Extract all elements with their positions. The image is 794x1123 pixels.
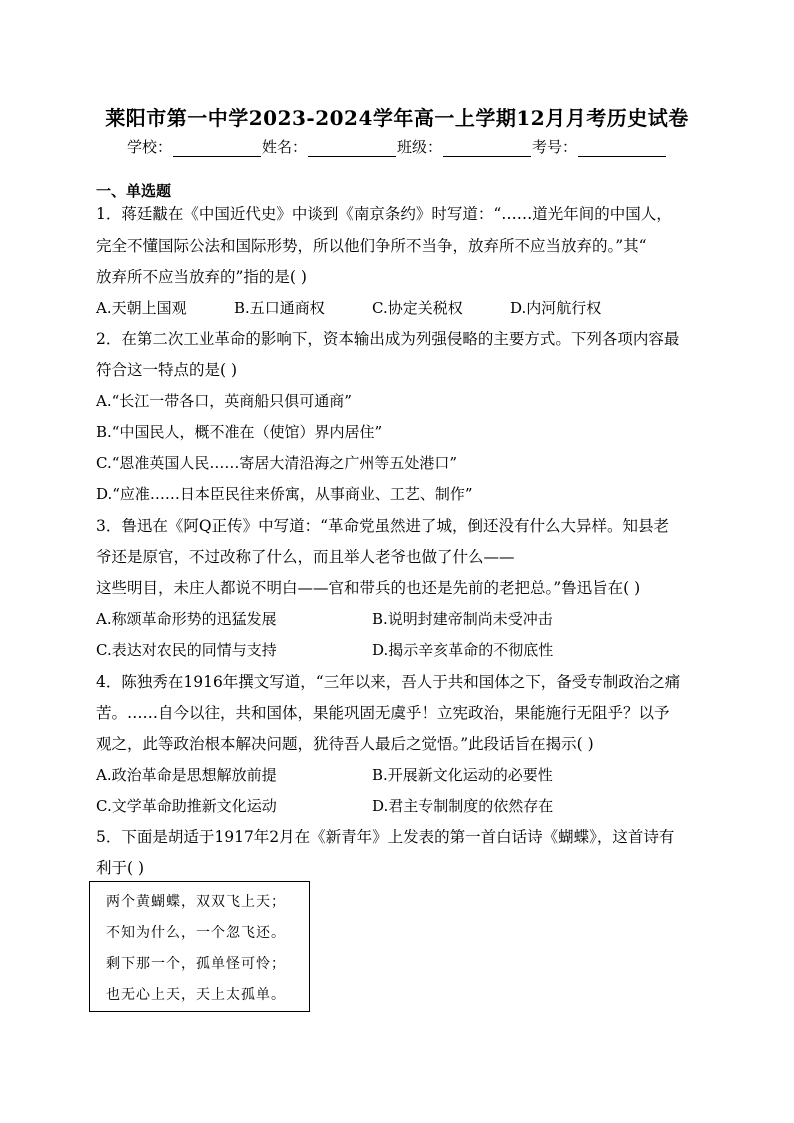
number-blank[interactable] [578, 142, 666, 157]
q2-option-d[interactable]: D.“应准……日本臣民往来侨寓，从事商业、工艺、制作” [96, 485, 473, 503]
q3-option-a[interactable]: A.称颂革命形势的迅猛发展 [96, 610, 277, 628]
q2-option-a[interactable]: A.“长江一带各口，英商船只俱可通商” [96, 392, 352, 410]
q4-line-2: 苦。……自今以往，共和国体，果能巩固无虞乎！立宪政治，果能施行无阻乎？以予 [96, 704, 670, 722]
q5-line-1: 5．下面是胡适于1917年2月在《新青年》上发表的第一首白话诗《蝴蝶》，这首诗有 [96, 828, 675, 846]
q3-option-c[interactable]: C.表达对农民的同情与支持 [96, 641, 277, 659]
q4-line-3: 观之，此等政治根本解决问题，犹待吾人最后之觉悟。”此段话旨在揭示( ) [96, 735, 594, 753]
q1-line-2: 完全不懂国际公法和国际形势，所以他们争所不当争，放弃所不应当放弃的。”其“ [96, 237, 647, 255]
q4-option-a[interactable]: A.政治革命是思想解放前提 [96, 766, 277, 784]
q3-line-3: 这些明目，未庄人都说不明白——官和带兵的也还是先前的老把总。”鲁迅旨在( ) [96, 579, 641, 597]
class-blank[interactable] [443, 142, 531, 157]
name-blank[interactable] [308, 142, 396, 157]
student-info-row [0, 136, 794, 157]
q2-line-2: 符合这一特点的是( ) [96, 361, 238, 379]
q1-option-d[interactable]: D.内河航行权 [510, 299, 602, 317]
q2-line-1: 2．在第二次工业革命的影响下，资本输出成为列强侵略的主要方式。下列各项内容最 [96, 330, 680, 348]
number-label: 考号： [532, 138, 578, 156]
poem-box [89, 881, 310, 1012]
q1-option-a[interactable]: A.天朝上国观 [96, 299, 187, 317]
school-blank[interactable] [173, 142, 261, 157]
q3-line-1: 3．鲁迅在《阿Q正传》中写道：“革命党虽然进了城，倒还没有什么大异样。知县老 [96, 517, 669, 535]
class-label: 班级： [397, 138, 443, 156]
poem-line-4: 也无心上天，天上太孤单。 [106, 987, 286, 1003]
poem-line-1: 两个黄蝴蝶，双双飞上天； [106, 894, 286, 910]
q4-option-b[interactable]: B.开展新文化运动的必要性 [372, 766, 553, 784]
exam-title: 莱阳市第一中学2023-2024学年高一上学期12月月考历史试卷 [105, 106, 689, 130]
q1-line-3: 放弃所不应当放弃的”指的是( ) [96, 268, 307, 286]
q1-option-b[interactable]: B.五口通商权 [234, 299, 325, 317]
poem-line-2: 不知为什么，一个忽飞还。 [106, 925, 286, 941]
school-label: 学校： [126, 138, 172, 156]
q4-option-d[interactable]: D.君主专制制度的依然存在 [372, 797, 554, 815]
q2-option-b[interactable]: B.“中国民人，概不准在（使馆）界内居住” [96, 423, 383, 441]
q3-line-2: 爷还是原官，不过改称了什么，而且举人老爷也做了什么—— [96, 548, 515, 566]
name-label: 姓名： [261, 138, 307, 156]
q3-option-b[interactable]: B.说明封建帝制尚未受冲击 [372, 610, 553, 628]
q2-option-c[interactable]: C.“恩准英国人民……寄居大清沿海之广州等五处港口” [96, 454, 458, 472]
poem-line-3: 剩下那一个，孤单怪可怜； [106, 956, 286, 972]
q4-option-c[interactable]: C.文学革命助推新文化运动 [96, 797, 277, 815]
q1-option-c[interactable]: C.协定关税权 [372, 299, 463, 317]
q1-line-1: 1．蒋廷黻在《中国近代史》中谈到《南京条约》时写道：“……道光年间的中国人， [96, 205, 672, 223]
q3-option-d[interactable]: D.揭示辛亥革命的不彻底性 [372, 641, 554, 659]
q4-line-1: 4．陈独秀在1916年撰文写道，“三年以来，吾人于共和国体之下，备受专制政治之痛 [96, 673, 681, 691]
section-heading: 一、单选题 [96, 182, 172, 200]
q5-line-2: 利于( ) [96, 859, 145, 877]
